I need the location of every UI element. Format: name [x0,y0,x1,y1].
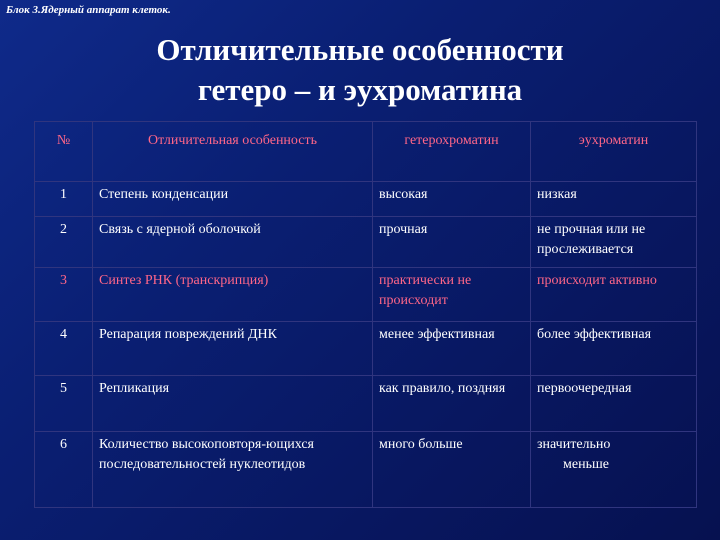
row-eu: не прочная или не прослеживается [531,217,697,268]
row-number: 6 [35,432,93,508]
header-cell-hetero: гетерохроматин [373,122,531,182]
row-hetero: менее эффективная [373,322,531,376]
row-hetero: как правило, поздняя [373,376,531,432]
table-row [35,322,697,376]
comparison-table [34,121,697,508]
row-feature: Синтез РНК (транскрипция) [93,268,373,322]
row-eu-line-2: меньше [563,457,609,472]
title-line-1: Отличительные особенности [156,32,564,67]
row-number: 5 [35,376,93,432]
row-hetero: прочная [373,217,531,268]
row-number: 3 [35,268,93,322]
header-note: Блок 3.Ядерный аппарат клеток. [6,4,171,16]
row-number: 4 [35,322,93,376]
row-feature: Репарация повреждений ДНК [93,322,373,376]
row-feature: Связь с ядерной оболочкой [93,217,373,268]
row-hetero: высокая [373,182,531,217]
row-eu: низкая [531,182,697,217]
table-row [35,376,697,432]
row-feature: Степень конденсации [93,182,373,217]
row-hetero: практически не происходит [373,268,531,322]
row-number: 2 [35,217,93,268]
table-row [35,432,697,508]
row-eu: более эффективная [531,322,697,376]
row-eu: происходит активно [531,268,697,322]
row-eu: первоочередная [531,376,697,432]
table-row [35,217,697,268]
page-title [0,30,720,110]
header-cell-eu: эухроматин [531,122,697,182]
row-eu-line-1: значительно [537,437,611,452]
table-row [35,268,697,322]
header-cell-feature: Отличительная особенность [93,122,373,182]
row-number: 1 [35,182,93,217]
header-cell-number: № [35,122,93,182]
row-feature: Количество высокоповторя-ющихся последовательностей нуклеотидов [93,432,373,508]
table-header-row [35,122,697,182]
title-line-2: гетеро – и эухроматина [197,72,523,107]
row-hetero: много больше [373,432,531,508]
row-feature: Репликация [93,376,373,432]
row-eu [531,432,697,508]
table-row [35,182,697,217]
